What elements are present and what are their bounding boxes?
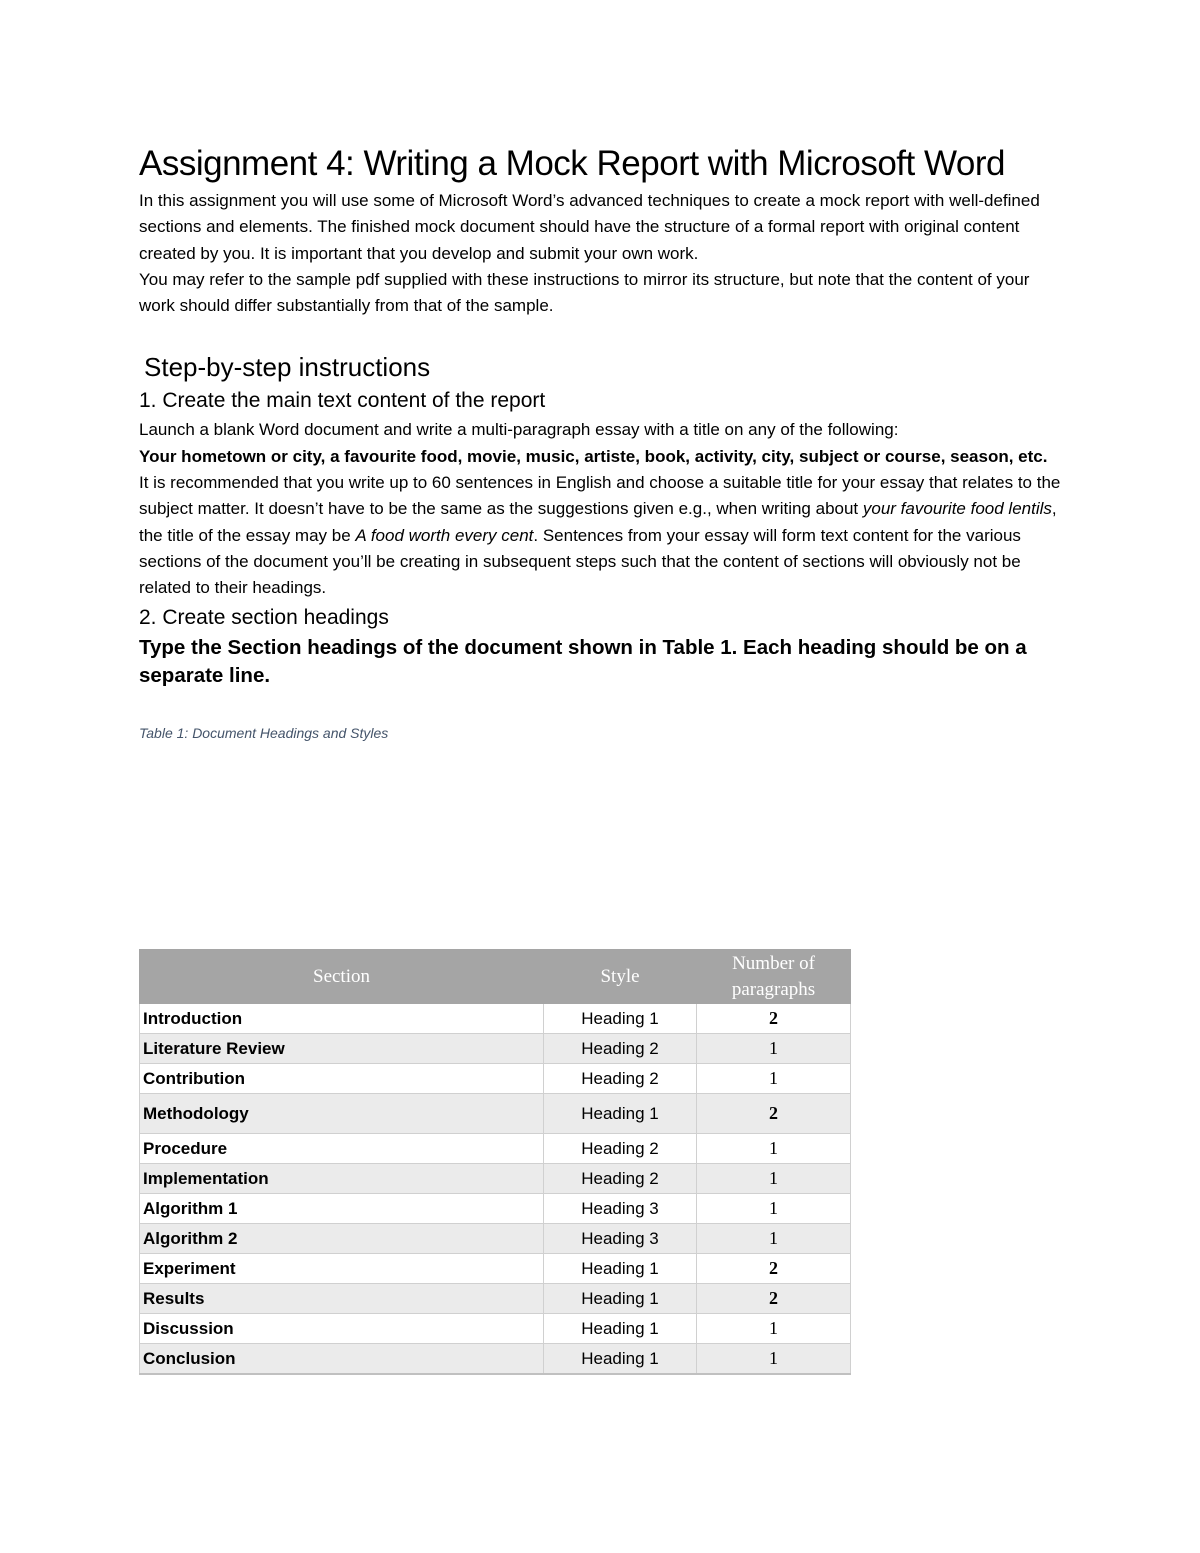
headings-table	[139, 949, 851, 1375]
section-cell: Literature Review	[140, 1034, 544, 1064]
step1-p2-example: your favourite food lentils	[862, 499, 1052, 519]
intro-paragraph-2: You may refer to the sample pdf supplied with these instructions to mirror its structure, but note that the content of your work should differ substantially from that of the sample.	[139, 269, 1030, 316]
section-cell: Implementation	[140, 1164, 544, 1194]
header-style: Style	[544, 950, 697, 1004]
table-row	[140, 1194, 851, 1224]
count-cell: 2	[697, 1094, 851, 1134]
section-cell: Algorithm 2	[140, 1224, 544, 1254]
count-cell: 2	[697, 1004, 851, 1034]
count-cell: 1	[697, 1134, 851, 1164]
step1-paragraph-2	[139, 470, 1069, 601]
step1-p2-text-c: . Sentences from your essay will form text content for the various sections of the document you’ll be creating in subsequent steps such that the content of sections will obviously not be related to their headings.	[139, 525, 1021, 598]
table-row	[140, 1064, 851, 1094]
section-cell: Conclusion	[140, 1344, 544, 1375]
style-cell: Heading 2	[544, 1034, 697, 1064]
table-row	[140, 1034, 851, 1064]
table-row	[140, 1254, 851, 1284]
count-cell: 1	[697, 1164, 851, 1194]
table-row	[140, 1314, 851, 1344]
style-cell: Heading 1	[544, 1314, 697, 1344]
section-cell: Discussion	[140, 1314, 544, 1344]
header-section: Section	[140, 950, 544, 1004]
section-cell: Procedure	[140, 1134, 544, 1164]
step1-topics: Your hometown or city, a favourite food, movie, music, artiste, book, activity, city, subject or course, season, etc.	[139, 446, 1048, 466]
table-row	[140, 1344, 851, 1375]
count-cell: 1	[697, 1224, 851, 1254]
document-page	[139, 140, 1069, 743]
count-cell: 1	[697, 1064, 851, 1094]
step1-p2-text-a: It is recommended that you write up to 60 sentences in English and choose a suitable title for your essay that relates to the subject matter. It doesn’t have to be the same as the suggestions given e.g., when writing about	[139, 473, 1061, 519]
style-cell: Heading 3	[544, 1194, 697, 1224]
step2-instruction: Type the Section headings of the document shown in Table 1. Each heading should be on a separate line.	[139, 635, 1027, 687]
table-caption: Table 1: Document Headings and Styles	[139, 724, 389, 741]
table-row	[140, 1134, 851, 1164]
header-paragraph-count: Number of paragraphs	[697, 950, 851, 1004]
style-cell: Heading 2	[544, 1064, 697, 1094]
style-cell: Heading 2	[544, 1134, 697, 1164]
steps-heading: Step-by-step instructions	[144, 352, 431, 383]
section-cell: Contribution	[140, 1064, 544, 1094]
style-cell: Heading 1	[544, 1094, 697, 1134]
step1-p2-text-b: , the title of the essay may be	[139, 499, 1057, 545]
section-cell: Results	[140, 1284, 544, 1314]
intro-paragraph-1: In this assignment you will use some of Microsoft Word’s advanced techniques to create a mock report with well-defined sections and elements. The finished mock document should have the structure of a formal report with original content created by you. It is important that you develop and submit your own work.	[139, 191, 1040, 263]
style-cell: Heading 1	[544, 1254, 697, 1284]
count-cell: 1	[697, 1194, 851, 1224]
step1-p2-example-title: A food worth every cent	[355, 525, 534, 545]
section-cell: Experiment	[140, 1254, 544, 1284]
table-row	[140, 1224, 851, 1254]
step1-heading: 1. Create the main text content of the report	[139, 389, 546, 413]
style-cell: Heading 3	[544, 1224, 697, 1254]
step2-heading: 2. Create section headings	[139, 605, 389, 629]
table-row	[140, 1094, 851, 1134]
style-cell: Heading 1	[544, 1344, 697, 1375]
section-cell: Algorithm 1	[140, 1194, 544, 1224]
style-cell: Heading 1	[544, 1284, 697, 1314]
table-row	[140, 1004, 851, 1034]
count-cell: 1	[697, 1344, 851, 1375]
section-cell: Methodology	[140, 1094, 544, 1134]
table-row	[140, 1164, 851, 1194]
step1-line1: Launch a blank Word document and write a multi-paragraph essay with a title on any of the following:	[139, 420, 899, 440]
document-title: Assignment 4: Writing a Mock Report with Microsoft Word	[139, 144, 1005, 183]
count-cell: 2	[697, 1254, 851, 1284]
table-row	[140, 1284, 851, 1314]
count-cell: 2	[697, 1284, 851, 1314]
table-header-row	[140, 950, 851, 1004]
section-cell: Introduction	[140, 1004, 544, 1034]
style-cell: Heading 1	[544, 1004, 697, 1034]
step1-paragraph-1	[139, 417, 1069, 470]
count-cell: 1	[697, 1034, 851, 1064]
count-cell: 1	[697, 1314, 851, 1344]
style-cell: Heading 2	[544, 1164, 697, 1194]
